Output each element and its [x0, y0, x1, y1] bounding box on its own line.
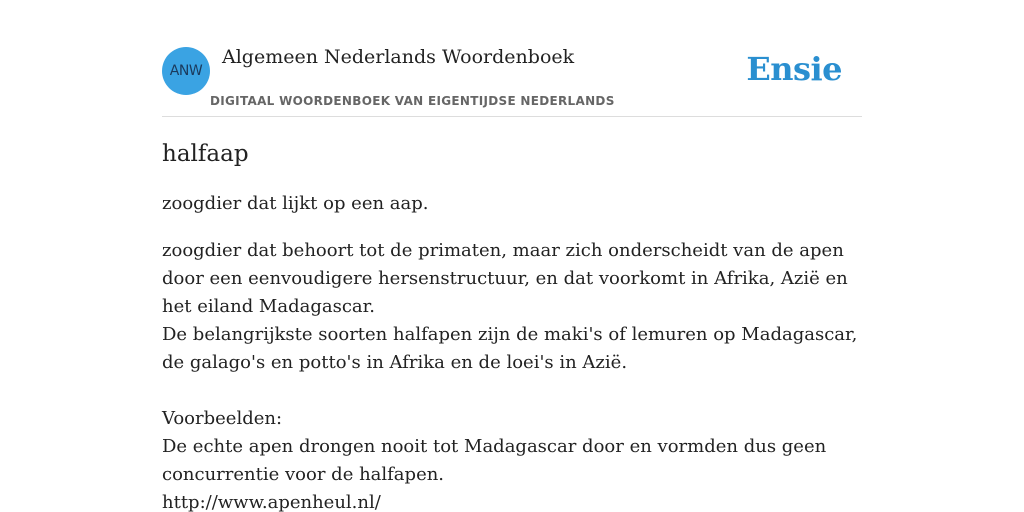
site-subtitle: DIGITAAL WOORDENBOEK VAN EIGENTIJDSE NEDERLANDS: [210, 94, 615, 108]
entry-content: [162, 138, 862, 512]
long-definition: zoogdier dat behoort tot de primaten, maar zich onderscheidt van de apen door een eenvoudigere hersenstructuur, en dat voorkomt in Afrika, Azië en het eiland Madagascar.: [162, 240, 848, 317]
site-header: [162, 0, 862, 117]
examples-label: Voorbeelden:: [162, 408, 283, 429]
ensie-brand-logo[interactable]: Ensie: [746, 50, 842, 88]
anw-logo[interactable]: ANW: [162, 47, 210, 95]
spacer: [162, 377, 862, 405]
example-sentence: De echte apen drongen nooit tot Madagascar door en vormden dus geen concurrentie voor de halfapen.: [162, 436, 827, 485]
definition-detail: De belangrijkste soorten halfapen zijn de maki's of lemuren op Madagascar, de galago's en potto's in Afrika en de loei's in Azië.: [162, 324, 858, 373]
entry-headword: halfaap: [162, 141, 249, 167]
site-title[interactable]: Algemeen Nederlands Woordenboek: [222, 46, 575, 68]
source-link[interactable]: http://www.apenheul.nl/: [162, 492, 381, 512]
long-definition-block: [162, 237, 862, 512]
short-definition: zoogdier dat lijkt op een aap.: [162, 193, 429, 214]
